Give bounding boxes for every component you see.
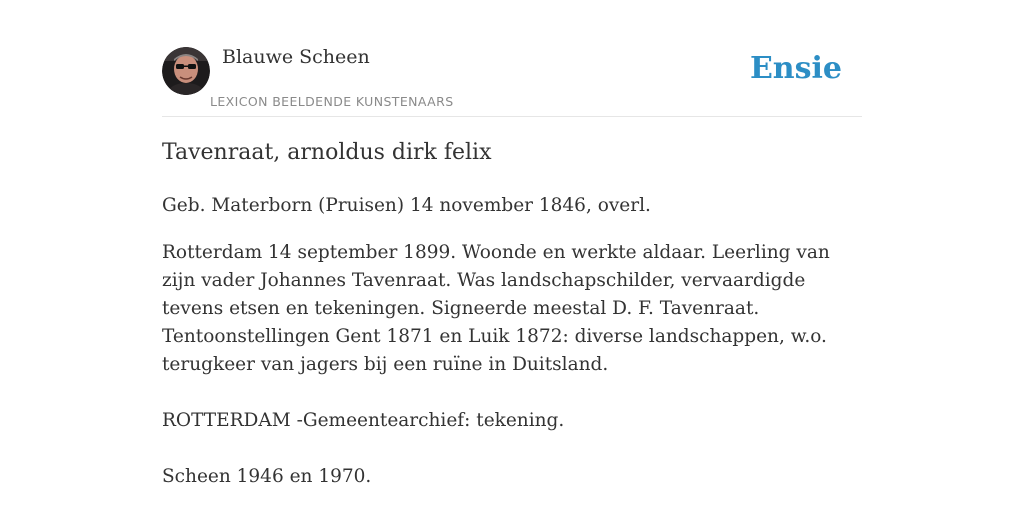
page-header xyxy=(162,0,862,117)
author-avatar[interactable] xyxy=(162,47,210,95)
article-paragraph-biography: Rotterdam 14 september 1899. Woonde en werkte aldaar. Leerling van zijn vader Johannes Tavenraat. Was landschapschilder, vervaardigde tevens etsen en tekeningen. Signeerde meestal D. F. Tavenraat. Tentoonstellingen Gent 1871 en Luik 1872: diverse landschappen, w.o. terugkeer van jagers bij een ruïne in Duitsland. xyxy=(162,242,830,375)
article-paragraph-sources: Scheen 1946 en 1970. xyxy=(162,466,372,487)
lexicon-subtitle[interactable]: LEXICON BEELDENDE KUNSTENAARS xyxy=(210,94,454,109)
article-body xyxy=(162,192,862,491)
author-name[interactable]: Blauwe Scheen xyxy=(222,46,370,68)
page-container xyxy=(162,0,862,487)
article-paragraph-birth: Geb. Materborn (Pruisen) 14 november 1846, overl. xyxy=(162,195,651,216)
ensie-logo-link[interactable]: Ensie xyxy=(749,51,842,86)
article-title: Tavenraat, arnoldus dirk felix xyxy=(162,140,492,165)
article-paragraph-collections: ROTTERDAM -Gemeentearchief: tekening. xyxy=(162,410,565,431)
